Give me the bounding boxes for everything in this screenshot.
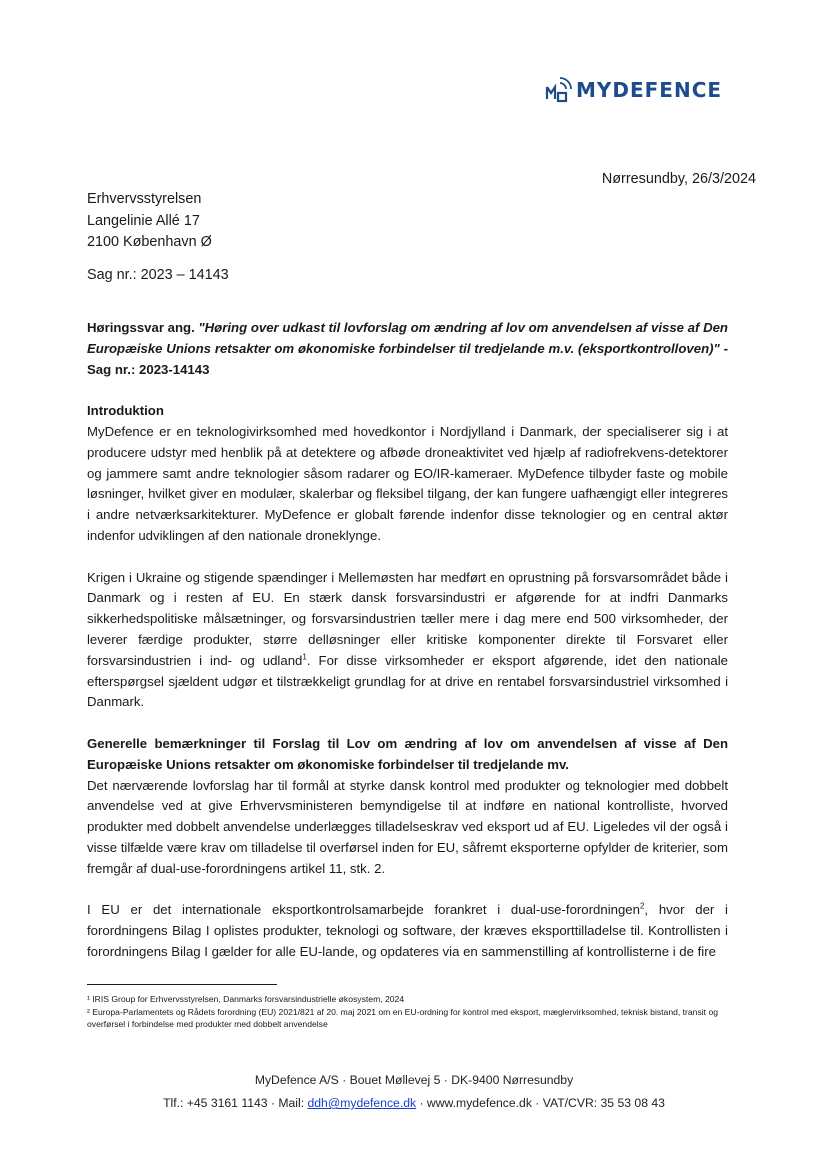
footer-email-link[interactable]: ddh@mydefence.dk	[307, 1096, 417, 1110]
recipient-city: 2100 København Ø	[87, 234, 212, 250]
footer-address: MyDefence A/S · Bouet Møllevej 5 · DK-9400 Nørresundby	[254, 1073, 574, 1087]
intro-paragraph-2	[87, 568, 728, 714]
general-p2-text: I EU er det internationale eksportkontrolsamarbejde forankret i dual-use-forordningen	[87, 902, 640, 918]
company-logo	[544, 74, 722, 106]
subject-title: "Høring over udkast til lovforslag om ændring af lov om anvendelsen af visse af Den Europæiske Unions retsakter om økonomiske forbindelser til tredjelande m.v. (eksportkontrolloven)"	[87, 320, 728, 356]
footnote-ref-2: 2	[639, 901, 645, 911]
recipient-street: Langelinie Allé 17	[87, 212, 200, 229]
subject-suffix: - Sag nr.: 2023-14143	[87, 340, 728, 377]
general-heading: Generelle bemærkninger til Forslag til Lov om ændring af lov om anvendelsen af visse af Den Europæiske Unions retsakter om økonomiske forbindelser til tredjelande mv.	[87, 735, 728, 772]
mydefence-logo-icon	[544, 75, 572, 105]
footer-phone: Tlf.: +45 3161 1143 · Mail:	[163, 1096, 308, 1110]
logo-wordmark: MYDEFENCE	[576, 78, 723, 102]
subject-line	[87, 318, 728, 380]
intro-p2-rest: . For disse virksomheder er eksport afgørende, idet den nationale efterspørgsel sjældent udgør et tilstrækkeligt grundlag for at drive en rentabel forsvarsindustriel virksomhed i Danmark.	[87, 652, 728, 710]
letter-date: Nørresundby, 26/3/2024	[601, 171, 756, 187]
footnote-1: ¹ IRIS Group for Erhvervsstyrelsen, Danmarks forsvarsindustrielle økosystem, 2024	[87, 994, 405, 1004]
footnote-divider	[87, 984, 277, 985]
footnotes	[87, 993, 737, 1031]
footnote-ref-1: 1	[302, 652, 307, 662]
footer-contact	[0, 1096, 828, 1110]
footnote-2: ² Europa-Parlamentets og Rådets forordning (EU) 2021/821 af 20. maj 2021 om en EU-ordning for kontrol med eksport, mæglervirksomhed, teknisk bistand, transit og overførsel i forbindelse med produkter med dobbelt anvendelse	[87, 1006, 718, 1029]
letter-body	[87, 318, 728, 984]
general-paragraph-2	[87, 900, 728, 962]
case-number: Sag nr.: 2023 – 14143	[87, 267, 229, 283]
intro-p2-text: Krigen i Ukraine og stigende spændinger i Mellemøsten har medført en oprustning på forsvarsområdet både i Danmark og i resten af EU. En stærk dansk forsvarsindustri er afgørende for at indfri Danmarks sikkerhedspolitiske målsætninger, og forsvarsindustrien tæller mere i dag mere end 500 virksomheder, der leverer færdige produkter, større delløsninger eller kritiske komponenter direkte til Forsvaret eller forsvarsindustrien i ind- og udland	[87, 569, 728, 668]
general-p2-rest: , hvor der i forordningens Bilag I oplistes produkter, teknologi og software, der kræves eksporttilladelse til. Kontrollisten i forordningens Bilag I gælder for alle EU-lande, og opdateres via en sammenstilling af kontrollisterne i de fire	[87, 902, 728, 959]
footer-web-vat: · www.mydefence.dk · VAT/CVR: 35 53 08 43	[416, 1096, 665, 1110]
subject-prefix: Høringssvar ang.	[87, 320, 199, 335]
recipient-name: Erhvervsstyrelsen	[87, 191, 202, 207]
recipient-address	[87, 189, 212, 254]
intro-paragraph-1: MyDefence er en teknologivirksomhed med hovedkontor i Nordjylland i Danmark, der specialiserer sig i at producere udstyr med henblik på at detektere og afbøde droneaktivitet ved hjælp af radiofrekvens-detektorer og jammere samt andre teknologier såsom radarer og EO/IR-kameraer. MyDefence tilbyder faste og mobile løsninger, hvilket giver en modulær, skalerbar og fleksibel tilgang, der kan fungere uafhængigt eller integreres i andre netværksarkitekturer. MyDefence er globalt førende indenfor disse teknologier og en central aktør indenfor udviklingen af den nationale droneklynge.	[87, 423, 728, 543]
general-paragraph-1: Det nærværende lovforslag har til formål at styrke dansk kontrol med produkter og teknologier med dobbelt anvendelse ved at give Erhvervsministeren bemyndigelse til at indføre en national kontrolliste, hvorved produkter med dobbelt anvendelse underlægges tilladelseskrav ved eksport ud af EU. Ligeledes vil der også i visse tilfælde være krav om tilladelse til overførsel inden for EU, såfremt eksporterne opfylder de kriterier, som fremgår af dual-use-forordningens artikel 11, stk. 2.	[87, 777, 728, 876]
intro-heading: Introduktion	[87, 403, 164, 419]
